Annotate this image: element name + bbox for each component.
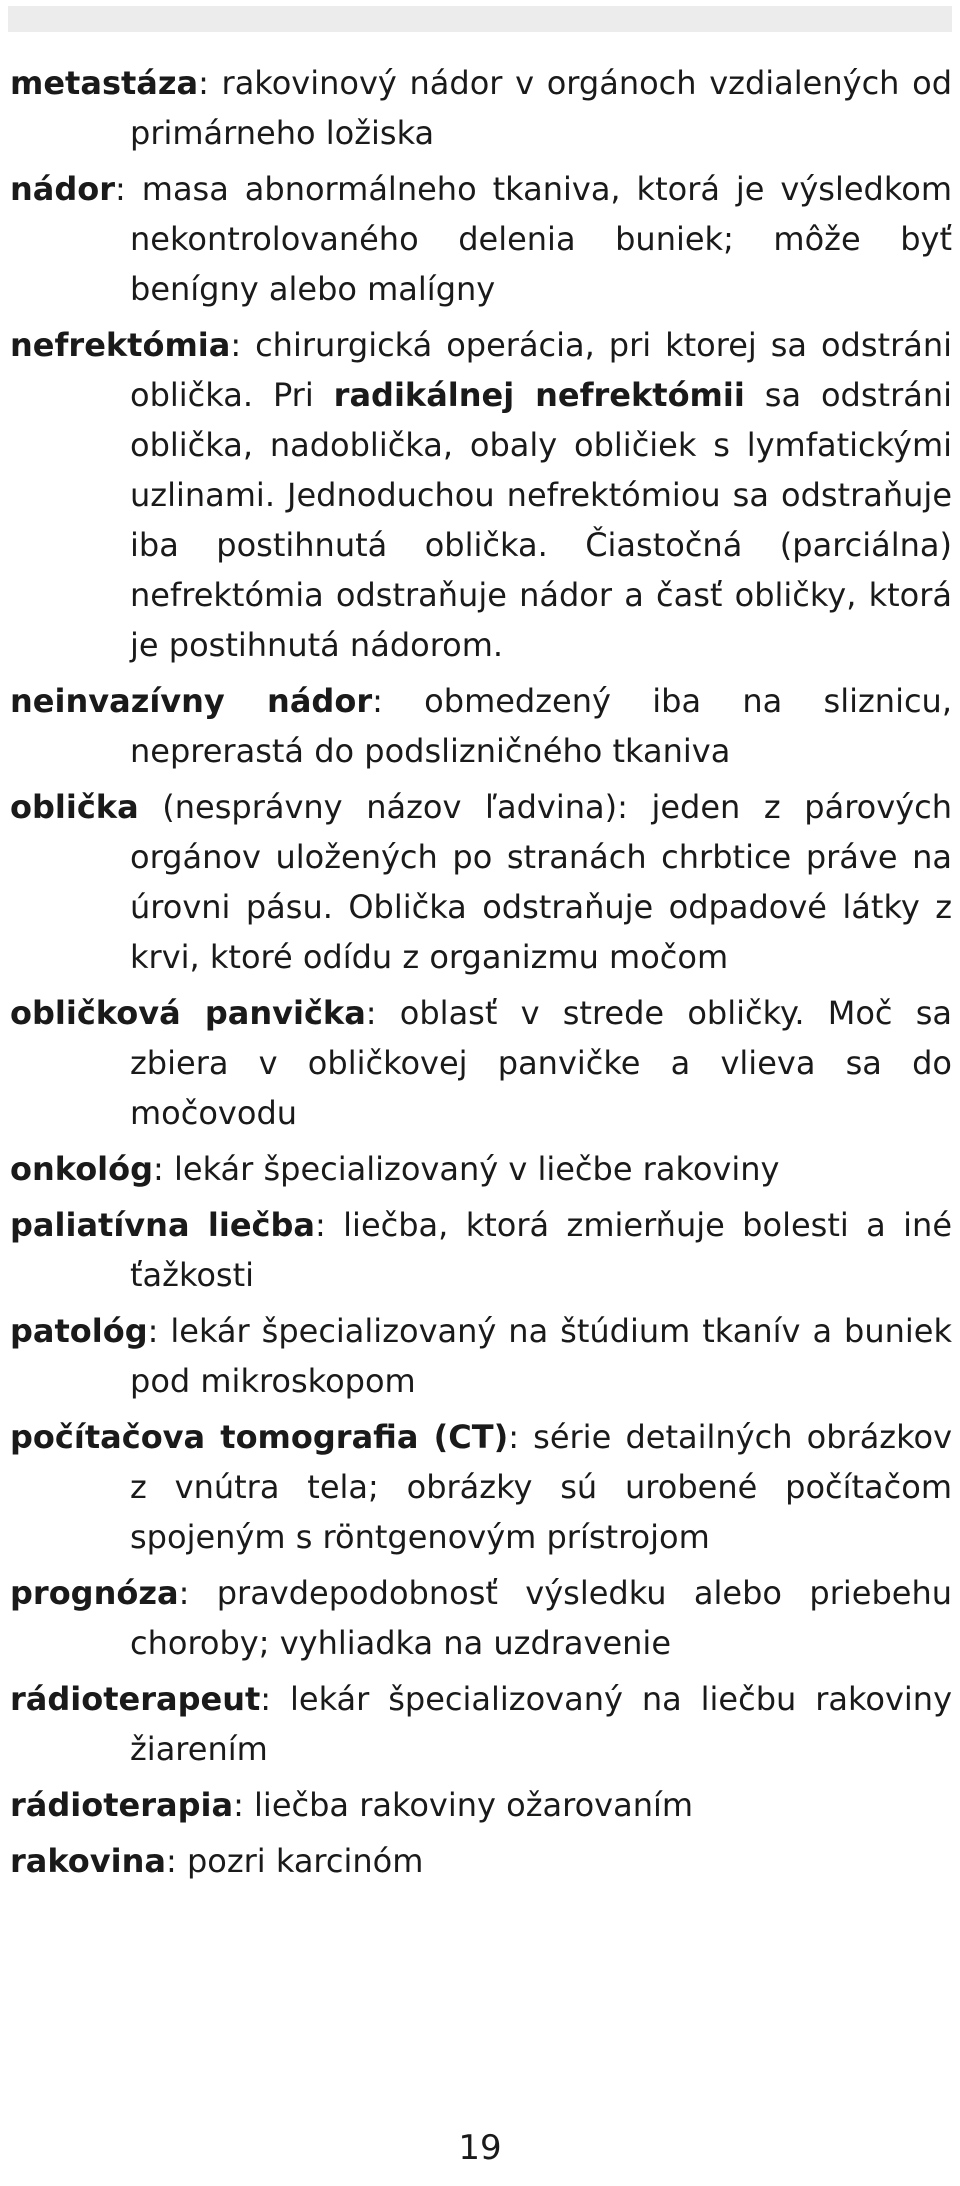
glossary-definition: : lekár špecializovaný v liečbe rakoviny xyxy=(153,1150,780,1188)
glossary-term: rakovina xyxy=(10,1842,166,1880)
glossary-definition: : lekár špecializovaný na štúdium tkanív a buniek pod mikroskopom xyxy=(130,1312,952,1400)
glossary-term: neinvazívny nádor xyxy=(10,682,373,720)
glossary-term: paliatívna liečba xyxy=(10,1206,315,1244)
glossary-entry xyxy=(10,1412,952,1562)
glossary-term: patológ xyxy=(10,1312,148,1350)
glossary-entry xyxy=(10,1836,952,1886)
glossary-entry xyxy=(10,320,952,670)
glossary-definition: : série detailných obrázkov z vnútra tela; obrázky sú urobené počítačom spojeným s röntgenovým prístrojom xyxy=(130,1418,953,1556)
glossary-term: oblička xyxy=(10,788,139,826)
glossary-entry xyxy=(10,782,952,982)
glossary-entry xyxy=(10,1200,952,1300)
glossary-definition: sa odstráni oblička, nadoblička, obaly obličiek s lymfatickými uzlinami. Jednoduchou nefrektómiou sa odstraňuje iba postihnutá oblička. Čiastočná (parciálna) nefrektómia odstraňuje nádor a časť obličky, ktorá je postihnutá nádorom. xyxy=(130,376,953,664)
glossary-term: nádor xyxy=(10,170,116,208)
glossary-entry xyxy=(10,1568,952,1668)
glossary-term: prognóza xyxy=(10,1574,179,1612)
glossary-entry xyxy=(10,988,952,1138)
glossary-definition: : pozri karcinóm xyxy=(165,1842,424,1880)
glossary-term: rádioterapeut xyxy=(10,1680,261,1718)
glossary-term: rádioterapia xyxy=(10,1786,234,1824)
glossary-entry xyxy=(10,1780,952,1830)
glossary-definition: : masa abnormálneho tkaniva, ktorá je výsledkom nekontrolovaného delenia buniek; môže byť benígny alebo malígny xyxy=(115,170,952,308)
page-number: 19 xyxy=(458,2128,502,2168)
glossary-definition: : liečba, ktorá zmierňuje bolesti a iné ťažkosti xyxy=(130,1206,953,1294)
glossary-definition: : obmedzený iba na sliznicu, neprerastá do podslizničného tkaniva xyxy=(130,682,952,770)
glossary-term: radikálnej nefrektómii xyxy=(333,376,745,414)
glossary-term: obličková panvička xyxy=(10,994,366,1032)
glossary-definition: : pravdepodobnosť výsledku alebo priebehu choroby; vyhliadka na uzdravenie xyxy=(130,1574,952,1662)
glossary-definition: : chirurgická operácia, pri ktorej sa odstráni oblička. Pri xyxy=(130,326,952,414)
glossary-term: počítačova tomografia (CT) xyxy=(10,1418,509,1456)
glossary-entry xyxy=(10,1306,952,1406)
glossary-definition: (nesprávny názov ľadvina): jeden z párových orgánov uložených po stranách chrbtice práve na úrovni pásu. Oblička odstraňuje odpadové látky z krvi, ktoré odídu z organizmu močom xyxy=(130,788,952,976)
glossary-definition: : rakovinový nádor v orgánoch vzdialených od primárneho ložiska xyxy=(130,64,952,152)
glossary xyxy=(10,58,952,1892)
glossary-term: onkológ xyxy=(10,1150,154,1188)
glossary-term: nefrektómia xyxy=(10,326,231,364)
glossary-entry xyxy=(10,1144,952,1194)
glossary-entry xyxy=(10,164,952,314)
glossary-entry xyxy=(10,676,952,776)
glossary-definition: : liečba rakoviny ožarovaním xyxy=(233,1786,694,1824)
glossary-definition: : oblasť v strede obličky. Moč sa zbiera v obličkovej panvičke a vlieva sa do močovodu xyxy=(130,994,953,1132)
glossary-term: metastáza xyxy=(10,64,199,102)
glossary-entry xyxy=(10,1674,952,1774)
top-bar xyxy=(8,6,952,32)
glossary-entry xyxy=(10,58,952,158)
glossary-definition: : lekár špecializovaný na liečbu rakoviny žiarením xyxy=(130,1680,952,1768)
